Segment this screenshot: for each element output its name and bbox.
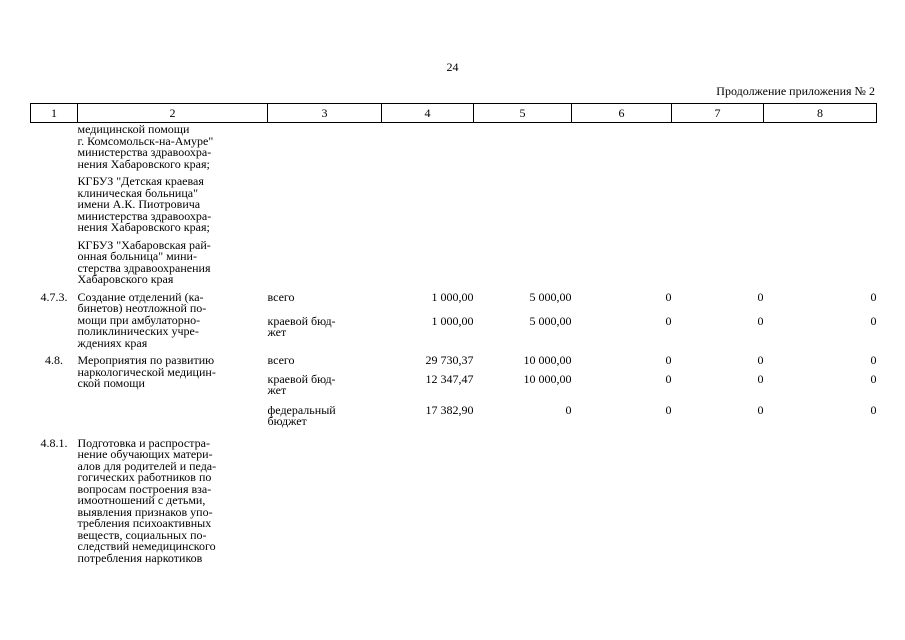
value-col-8: 0 [870, 313, 877, 328]
text-line: стерства здравоохранения [77, 260, 211, 275]
value-col-7: 0 [757, 289, 764, 304]
text-line: краевой бюд- [267, 313, 336, 328]
text-line: нения Хабаровского края; [77, 220, 210, 234]
column-header-4: 4 [382, 104, 474, 123]
value-col-6: 0 [665, 402, 672, 417]
text-line: ской помощи [77, 376, 145, 390]
value-col-6: 0 [665, 289, 672, 304]
text-line: КГБУЗ "Хабаровская рай- [77, 237, 211, 252]
value-col-8: 0 [870, 353, 877, 367]
text-line: гогических работников по [77, 470, 212, 484]
text-line: поликлинических учре- [77, 324, 199, 338]
value-col-6: 0 [665, 353, 672, 367]
value-col-5: 0 [565, 402, 572, 417]
value-col-5: 5 000,00 [529, 313, 572, 328]
value-col-6: 0 [665, 313, 672, 328]
item-description [78, 428, 268, 565]
text-line: следствий немедицинского [77, 539, 216, 553]
institution-paragraph [77, 237, 268, 286]
value-col-8: 0 [870, 371, 877, 386]
column-header-7: 7 [672, 104, 764, 123]
text-line: федеральный [267, 402, 336, 417]
value-col-5: 10 000,00 [523, 371, 572, 386]
item-description [78, 286, 268, 350]
item-number: 4.8. [45, 353, 63, 367]
value-col-4: 1 000,00 [431, 289, 474, 304]
appendix-continuation-label: Продолжение приложения № 2 [716, 84, 875, 98]
text-line: алов для родителей и педа- [77, 458, 217, 473]
text-line: Мероприятия по развитию [77, 353, 215, 367]
text-line: жет [267, 325, 287, 340]
value-col-8: 0 [870, 289, 877, 304]
table-row-4-8-total [31, 349, 877, 367]
text-line: министерства здравоохра- [77, 208, 212, 223]
text-line: потребления наркотиков [77, 550, 203, 565]
text-line: вопросам построения вза- [77, 481, 212, 496]
funding-source [268, 397, 382, 428]
funding-source [268, 286, 382, 309]
text-line: медицинской помощи [77, 122, 190, 136]
table-row-continuation [31, 123, 877, 286]
item-number: 4.8.1. [40, 435, 68, 450]
column-header-1: 1 [31, 104, 78, 123]
text-line: мощи при амбулаторно- [77, 312, 201, 327]
text-line: наркологической медицин- [77, 364, 216, 379]
text-line: требления психоактивных [77, 516, 212, 530]
funding-source [268, 309, 382, 349]
value-col-7: 0 [757, 402, 764, 417]
column-number-header-row [31, 104, 877, 123]
budget-table [30, 103, 877, 564]
item-number: 4.7.3. [40, 289, 68, 304]
text-line: КГБУЗ "Детская краевая [77, 174, 204, 188]
value-col-5: 10 000,00 [523, 353, 572, 367]
value-col-5: 5 000,00 [529, 289, 572, 304]
text-line: ждениях края [77, 335, 148, 350]
text-line: всего [267, 289, 295, 304]
page-number: 24 [446, 60, 459, 74]
funding-source [268, 367, 382, 397]
text-line: всего [267, 353, 295, 367]
column-header-5: 5 [474, 104, 572, 123]
text-line: министерства здравоохра- [77, 145, 212, 159]
value-col-4: 12 347,47 [425, 371, 474, 386]
text-line: г. Комсомольск-на-Амуре" [77, 133, 214, 148]
column-header-2: 2 [78, 104, 268, 123]
value-col-4: 1 000,00 [431, 313, 474, 328]
value-col-7: 0 [757, 371, 764, 386]
column-header-8: 8 [764, 104, 877, 123]
text-line: нения Хабаровского края; [77, 156, 210, 171]
continuation-text-cell [78, 123, 268, 286]
value-col-8: 0 [870, 402, 877, 417]
item-description [78, 349, 268, 428]
text-line: бинетов) неотложной по- [77, 301, 207, 315]
text-line: клиническая больница" [77, 185, 198, 200]
text-line: имоотношений с детьми, [77, 493, 206, 507]
value-col-7: 0 [757, 313, 764, 328]
table-row-4-8-1 [31, 428, 877, 565]
text-line: бюджет [267, 414, 307, 428]
text-line: жет [267, 383, 287, 397]
text-line: Подготовка и распростра- [77, 435, 210, 450]
value-col-4: 17 382,90 [425, 402, 474, 417]
institution-paragraph [78, 176, 268, 234]
table-row-4-7-3-total [31, 286, 877, 309]
text-line: краевой бюд- [267, 371, 336, 386]
value-col-6: 0 [665, 371, 672, 386]
value-col-7: 0 [757, 353, 764, 367]
column-header-3: 3 [268, 104, 382, 123]
text-line: имени А.К. Пиотровича [77, 197, 201, 211]
text-line: веществ, социальных по- [77, 527, 207, 542]
column-header-6: 6 [572, 104, 672, 123]
funding-source [268, 349, 382, 367]
text-line: выявления признаков упо- [77, 504, 213, 519]
text-line: нение обучающих матери- [77, 447, 213, 461]
text-line: Создание отделений (ка- [77, 289, 204, 304]
value-col-4: 29 730,37 [425, 353, 474, 367]
text-line: онная больница" мини- [77, 249, 197, 263]
text-line: Хабаровского края [77, 272, 174, 286]
